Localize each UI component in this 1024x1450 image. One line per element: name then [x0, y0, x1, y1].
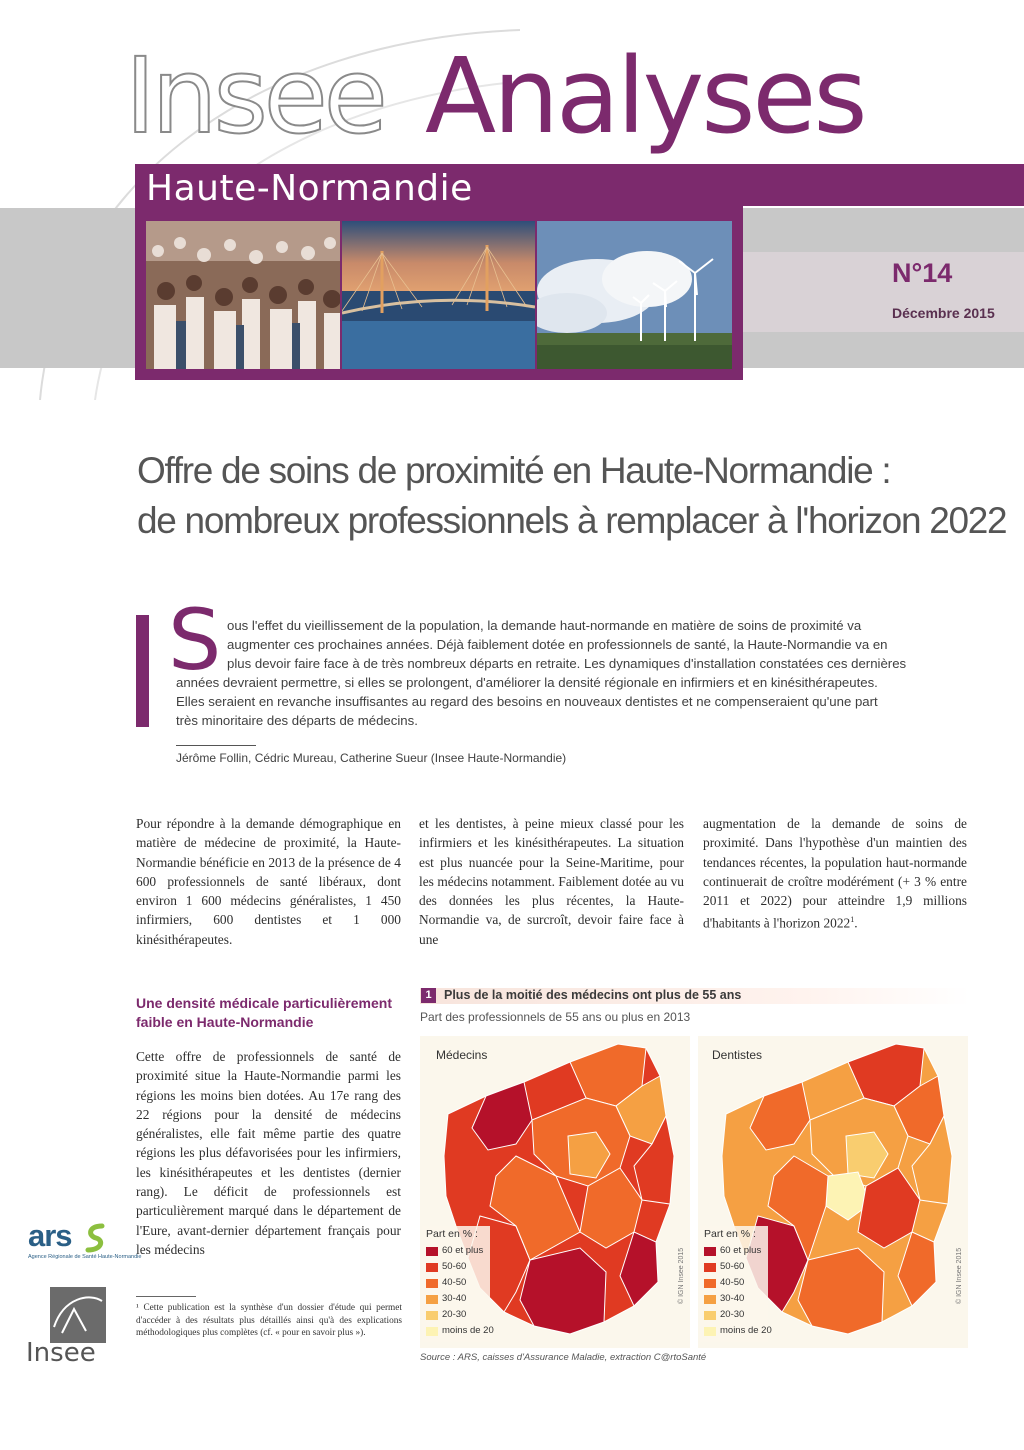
insee-logo-wordmark: Insee: [26, 1338, 96, 1368]
legend-label: 50-60: [442, 1261, 467, 1272]
map-title-medecins: Médecins: [436, 1048, 488, 1062]
legend-label: 30-40: [442, 1293, 467, 1304]
legend-swatch: [704, 1327, 716, 1336]
issue-number: N°14: [892, 258, 953, 288]
legend-swatch: [426, 1263, 438, 1272]
chapeau-line: augmenter ces prochaines années. Déjà faiblement dotée en professionnels de santé, la Haute-Normandie va en: [227, 637, 888, 652]
legend-swatch: [704, 1263, 716, 1272]
chapeau-dropcap: S: [168, 591, 222, 689]
issue-date: Décembre 2015: [892, 305, 995, 321]
byline-rule: [176, 745, 256, 746]
map-panel-dentistes: [698, 1036, 968, 1348]
body-column-1: Pour répondre à la demande démographique en matière de médecine de proximité, la Haute-Normandie bénéficie en 2013 de la présence de 4 600 professionnels de santé libéraux, dont environ 1 600 médecins généralistes, 1 450 infirmiers, 600 dentistes et 1 000 kinésithérapeutes.: [136, 816, 401, 947]
figure-source: Source : ARS, caisses d'Assurance Maladie, extraction C@rtoSanté: [420, 1352, 707, 1363]
body-column-3-end: .: [854, 915, 858, 931]
brand-analyses-wordmark: Analyses: [425, 35, 865, 157]
legend-label: 50-60: [720, 1261, 745, 1272]
legend-label: moins de 20: [720, 1325, 772, 1336]
legend-label: 20-30: [720, 1309, 745, 1320]
legend-swatch: [426, 1311, 438, 1320]
chapeau-line: très minoritaire des départs de médecins.: [176, 713, 418, 728]
ars-swoosh-icon: [84, 1222, 106, 1254]
legend-label: 60 et plus: [442, 1245, 484, 1256]
footnote-rule: [136, 1296, 196, 1297]
map-title-dentistes: Dentistes: [712, 1048, 763, 1062]
legend-swatch: [704, 1247, 716, 1256]
article-title: [137, 446, 1007, 546]
title-line-2: de nombreux professionnels à remplacer à l'horizon 2022: [137, 500, 1007, 541]
header-purple-bar: [743, 164, 1024, 206]
body-column-3-text: augmentation de la demande de soins de proximité. Dans l'hypothèse d'un maintien des tendances récentes, la population haut-normande continuerait de croître modérément (+ 3 % entre 2011 et 2022) pour atteindre 1,9 millions d'habitants à l'horizon 2022: [703, 816, 967, 931]
section-subheading: Une densité médicale particulièrement faible en Haute-Normandie: [136, 995, 392, 1030]
map-panel-medecins: [420, 1036, 690, 1348]
legend-title: Part en % :: [704, 1228, 756, 1240]
footnote-ref[interactable]: 1: [850, 915, 855, 925]
wind-turbines-photo: [537, 221, 732, 369]
map-copyright: © IGN Insee 2015: [956, 1247, 963, 1304]
body-column-3: [703, 814, 967, 933]
figure-number: 1: [421, 988, 436, 1003]
chapeau-accent-bar: [136, 615, 149, 727]
legend-label: 40-50: [720, 1277, 745, 1288]
region-name: Haute-Normandie: [146, 168, 473, 209]
legend-label: 30-40: [720, 1293, 745, 1304]
legend-label: 60 et plus: [720, 1245, 762, 1256]
legend-swatch: [704, 1279, 716, 1288]
body-column-2: et les dentistes, à peine mieux classé pour les infirmiers et les kinésithérapeutes. La situation est plus nuancée pour la Seine-Maritime, pour les médecins notamment. Faiblement dotée au vu des données les plus récentes, la Haute-Normandie va, de surcroît, devoir faire face à une: [419, 816, 684, 947]
legend-swatch: [704, 1311, 716, 1320]
legend-label: moins de 20: [442, 1325, 494, 1336]
byline: Jérôme Follin, Cédric Mureau, Catherine Sueur (Insee Haute-Normandie): [176, 751, 567, 765]
figure-title: Plus de la moitié des médecins ont plus de 55 ans: [444, 988, 742, 1002]
insee-emblem-icon: [50, 1287, 106, 1343]
crowd-photo: [146, 221, 340, 369]
legend-label: 40-50: [442, 1277, 467, 1288]
title-line-1: Offre de soins de proximité en Haute-Normandie :: [137, 450, 891, 491]
legend-swatch: [426, 1279, 438, 1288]
chapeau-line: ous l'effet du vieillissement de la population, la demande haut-normande en matière de soins de proximité va: [227, 618, 862, 633]
legend-title: Part en % :: [426, 1228, 478, 1240]
chapeau-line: plus devoir faire face à de très nombreux départs en retraite. Les dynamiques d'installation constatées ces dernières: [227, 656, 907, 671]
legend-swatch: [426, 1327, 438, 1336]
footnote: ¹ Cette publication est la synthèse d'un dossier d'étude qui permet d'accéder à des résultats plus détaillés ainsi qu'à des explications méthodologiques plus complètes (cf. « pour en savoir plus »).: [136, 1303, 402, 1338]
body-column-1b: Cette offre de professionnels de santé de proximité situe la Haute-Normandie parmi les régions les moins bien dotées. Au 17e rang des 22 régions pour la densité de médecins généralistes, elle fait même partie des quatre régions les plus défavorisées pour les infirmiers, les kinésithérapeutes et les dentistes (dernier rang). Le déficit de professionnels est particulièrement marqué dans le département de l'Eure, avant-dernier département français pour les médecins: [136, 1049, 401, 1257]
legend-swatch: [704, 1295, 716, 1304]
legend-label: 20-30: [442, 1309, 467, 1320]
map-copyright: © IGN Insee 2015: [678, 1247, 685, 1304]
bridge-photo: [342, 221, 535, 369]
figure-subtitle: Part des professionnels de 55 ans ou plus en 2013: [420, 1010, 691, 1024]
ars-logo: ars: [28, 1218, 72, 1253]
chapeau-line: années devraient permettre, si elles se prolongent, d'améliorer la densité régionale en infirmiers et en kinésithérapeutes.: [176, 675, 878, 690]
legend-swatch: [426, 1247, 438, 1256]
legend-swatch: [426, 1295, 438, 1304]
ars-logo-subtitle: Agence Régionale de Santé Haute-Normandie: [28, 1254, 142, 1260]
brand-insee-wordmark: Insee: [125, 35, 384, 157]
chapeau-line: Elles seraient en revanche insuffisantes au regard des besoins en nouveaux dentistes et ne compenseraient qu'une part: [176, 694, 878, 709]
